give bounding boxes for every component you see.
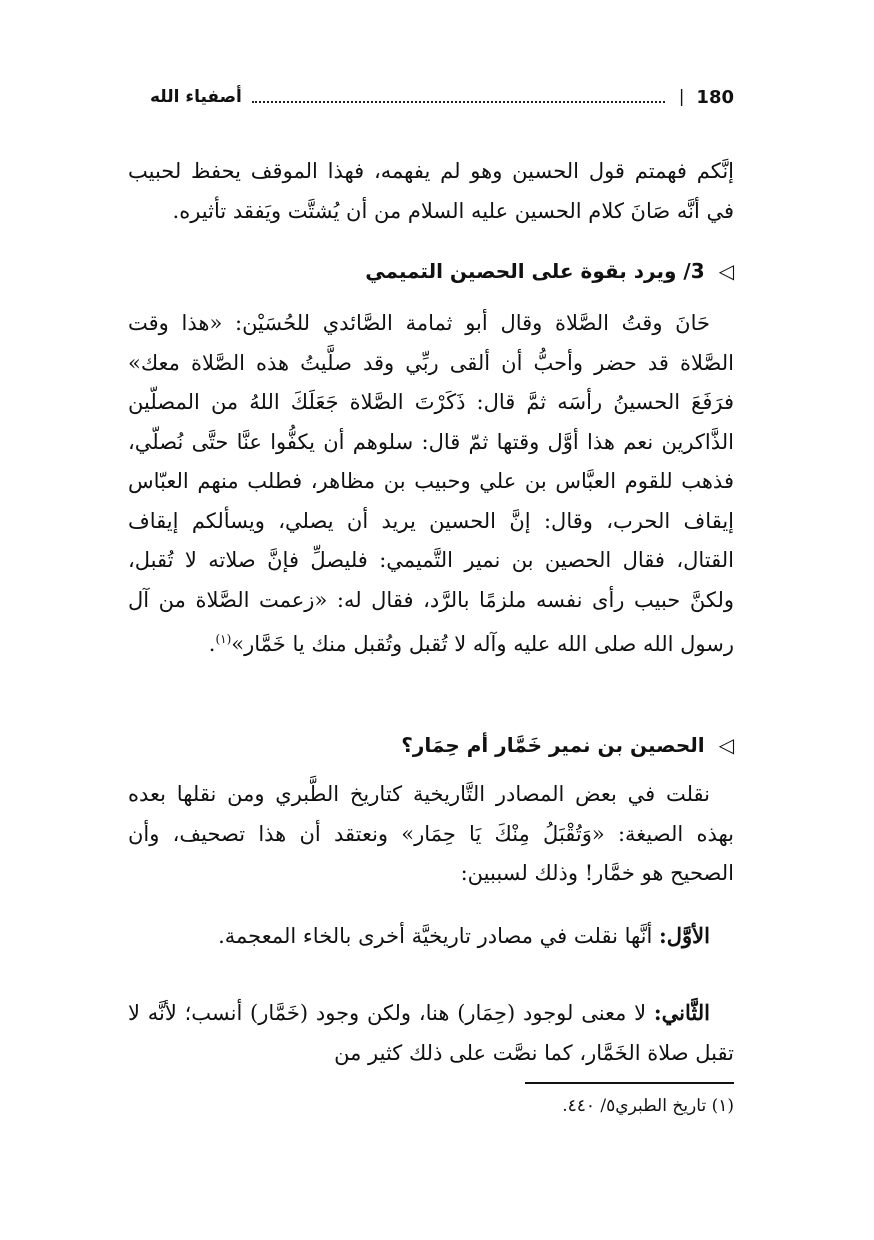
- header-separator: |: [678, 87, 685, 107]
- point-2-text: [128, 993, 734, 1073]
- point-2-body: لا معنى لوجود (حِمَار) هنا، ولكن وجود (خَمَّار) أنسب؛ لأنَّه لا تقبل صلاة الخَمَّار، كما نصَّت على ذلك كثير من: [128, 1001, 734, 1065]
- triangle-marker-icon: ◁: [718, 733, 734, 757]
- triangle-marker-icon: ◁: [718, 259, 734, 283]
- section-1-body: حَانَ وقتُ الصَّلاة وقال أبو ثمامة الصَّائدي للحُسَيْن: «هذا وقت الصَّلاة قد حضر وأحبُّ أن ألقى ربِّي وقد صلَّيتُ هذه الصَّلاة معك» فرَفَعَ الحسينُ رأسَه ثمَّ قال: ذَكَرْتَ الصَّلاة جَعَلَكَ اللهُ من المصلّين الذَّاكرين نعم هذا أوَّل وقتها ثمّ قال: سلوهم أن يكفُّوا عنَّا حتَّى نُصلّي، فذهب للقوم العبَّاس بن علي وحبيب بن مظاهر، فطلب منهم العبّاس إيقاف الحرب، وقال: إنَّ الحسين يريد أن يصلي، ويسألكم إيقاف القتال، فقال الحصين بن نمير التَّميمي: فليصلِّ فإنَّ صلاته لا تُقبل، ولكنَّ حبيب رأى نفسه ملزمًا بالرَّد، فقال له: «زعمت الصَّلاة من آل رسول الله صلى الله عليه وآله لا تُقبل وتُقبل منك يا خَمَّار»: [128, 311, 734, 656]
- point-1-paragraph: [128, 916, 734, 957]
- section-heading-1: [128, 253, 734, 289]
- footnote: (١) تاريخ الطبري٥/ ٤٤٠.: [562, 1096, 734, 1116]
- section-1-paragraph-text: [128, 304, 734, 665]
- book-title: أصفياء الله: [150, 87, 242, 107]
- section-1-paragraph: [128, 304, 734, 665]
- footnote-divider: [525, 1082, 734, 1084]
- header-leader-dots: [252, 101, 665, 103]
- point-2-paragraph: [128, 993, 734, 1073]
- section-heading-2-title: الحصين بن نمير خَمَّار أم حِمَار؟: [401, 733, 705, 757]
- point-1-label: الأوَّل:: [659, 923, 710, 948]
- intro-paragraph-text: إنَّكم فهمتم قول الحسين وهو لم يفهمه، فهذا الموقف يحفظ لحبيب في أنَّه صَانَ كلام الحسين عليه السلام من أن يُشتَّت ويَفقد تأثيره.: [128, 159, 734, 223]
- intro-paragraph: [128, 152, 734, 231]
- point-1-text: [128, 916, 734, 957]
- point-1-body: أنَّها نقلت في مصادر تاريخيَّة أخرى بالخاء المعجمة.: [218, 924, 660, 948]
- point-2-label: الثَّاني:: [653, 1000, 710, 1025]
- section-heading-2: [128, 727, 734, 763]
- page-number: 180: [696, 86, 734, 108]
- section-1-end: .: [208, 632, 216, 656]
- footnote-reference: (١): [215, 632, 232, 646]
- running-header: [150, 82, 734, 112]
- section-heading-1-title: 3/ ويرد بقوة على الحصين التميمي: [365, 259, 705, 283]
- section-2-paragraph-text: نقلت في بعض المصادر التَّاريخية كتاريخ الطَّبري ومن نقلها بعده بهذه الصيغة: «وَتُقْبَلُ مِنْكَ يَا حِمَار» ونعتقد أن هذا تصحيف، وأن الصحيح هو خمَّار! وذلك لسببين:: [128, 782, 734, 885]
- section-2-paragraph: [128, 775, 734, 894]
